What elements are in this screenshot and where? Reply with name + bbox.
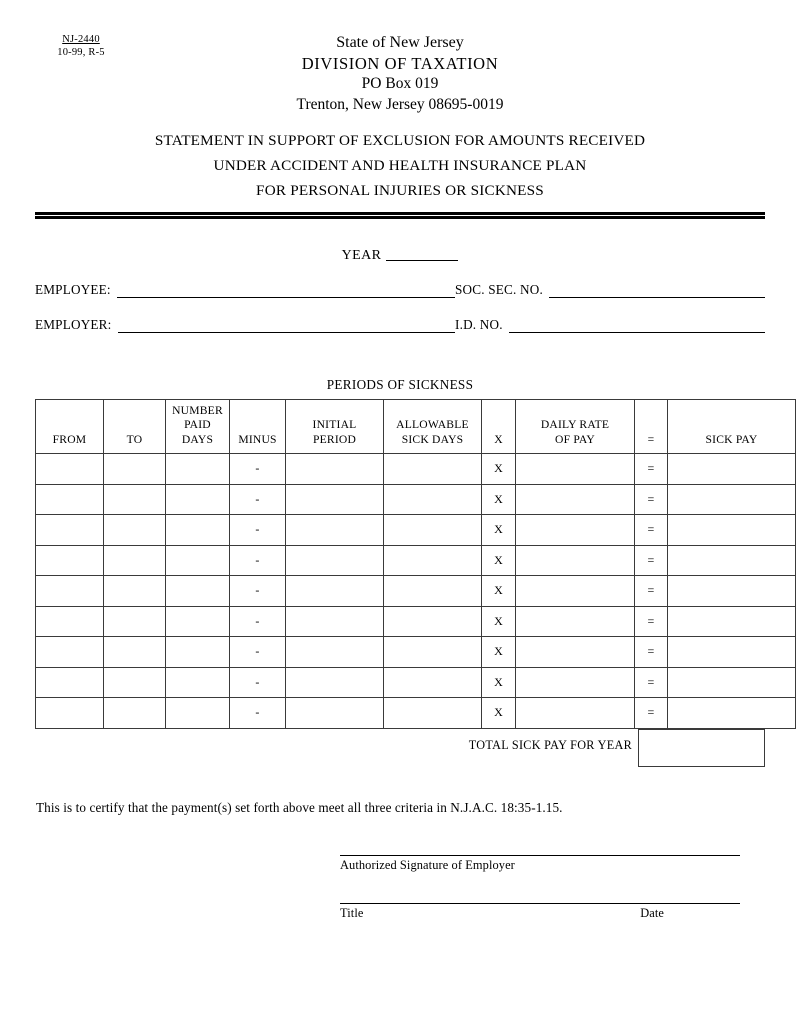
- cell-equals-operator: =: [635, 454, 668, 485]
- cell-initial-period[interactable]: [286, 698, 384, 729]
- employer-field: [35, 317, 455, 333]
- cell-number-paid-days[interactable]: [166, 606, 230, 637]
- identity-fields: [35, 282, 765, 352]
- column-header-allowable-sick-days: ALLOWABLE SICK DAYS: [384, 400, 482, 454]
- cell-sick-pay[interactable]: [668, 606, 796, 637]
- identity-row-1: [35, 282, 765, 298]
- cell-from[interactable]: [36, 576, 104, 607]
- page-title: [0, 128, 800, 203]
- table-row: [36, 637, 796, 668]
- cell-sick-pay[interactable]: [668, 667, 796, 698]
- cell-sick-pay[interactable]: [668, 545, 796, 576]
- cell-times-operator: X: [482, 606, 516, 637]
- total-sick-pay-input[interactable]: [638, 729, 765, 767]
- cell-minus-operator: -: [230, 698, 286, 729]
- cell-initial-period[interactable]: [286, 606, 384, 637]
- table-row: [36, 606, 796, 637]
- signature-spacer: [340, 873, 740, 903]
- cell-to[interactable]: [104, 698, 166, 729]
- year-input[interactable]: [386, 260, 458, 261]
- cell-initial-period[interactable]: [286, 515, 384, 546]
- column-header-initial-period: INITIAL PERIOD: [286, 400, 384, 454]
- cell-from[interactable]: [36, 698, 104, 729]
- column-header-number-paid-days: NUMBER PAID DAYS: [166, 400, 230, 454]
- cell-to[interactable]: [104, 576, 166, 607]
- cell-daily-rate-of-pay[interactable]: [516, 637, 635, 668]
- page-title-line-1: STATEMENT IN SUPPORT OF EXCLUSION FOR AMOUNTS RECEIVED: [154, 132, 646, 149]
- cell-equals-operator: =: [635, 698, 668, 729]
- year-label: YEAR: [341, 248, 382, 263]
- header-divider-rule: [35, 212, 765, 219]
- cell-to[interactable]: [104, 606, 166, 637]
- periods-of-sickness-table: [35, 399, 796, 729]
- cell-sick-pay[interactable]: [668, 484, 796, 515]
- column-header-minus: MINUS: [230, 400, 286, 454]
- cell-initial-period[interactable]: [286, 454, 384, 485]
- cell-to[interactable]: [104, 484, 166, 515]
- employee-input[interactable]: [117, 285, 455, 298]
- cell-from[interactable]: [36, 454, 104, 485]
- cell-times-operator: X: [482, 454, 516, 485]
- table-row: [36, 667, 796, 698]
- id-number-input[interactable]: [509, 320, 765, 333]
- cell-minus-operator: -: [230, 576, 286, 607]
- cell-minus-operator: -: [230, 484, 286, 515]
- table-row: [36, 484, 796, 515]
- agency-po-box: PO Box 019: [361, 75, 439, 92]
- cell-daily-rate-of-pay[interactable]: [516, 484, 635, 515]
- cell-to[interactable]: [104, 454, 166, 485]
- column-header-times: X: [482, 400, 516, 454]
- cell-number-paid-days[interactable]: [166, 484, 230, 515]
- agency-city-state-zip: Trenton, New Jersey 08695-0019: [296, 95, 504, 113]
- cell-sick-pay[interactable]: [668, 637, 796, 668]
- cell-equals-operator: =: [635, 484, 668, 515]
- cell-times-operator: X: [482, 545, 516, 576]
- cell-allowable-sick-days[interactable]: [384, 484, 482, 515]
- cell-equals-operator: =: [635, 545, 668, 576]
- certification-statement: This is to certify that the payment(s) set forth above meet all three criteria in N.J.A.C. 18:35-1.15.: [36, 800, 563, 815]
- title-date-labels: [340, 904, 740, 921]
- cell-from[interactable]: [36, 667, 104, 698]
- form-number-id: NJ-2440: [62, 34, 100, 45]
- table-body: [36, 454, 796, 729]
- page-title-line-3: FOR PERSONAL INJURIES OR SICKNESS: [256, 182, 544, 199]
- cell-times-operator: X: [482, 667, 516, 698]
- cell-daily-rate-of-pay[interactable]: [516, 545, 635, 576]
- divider-bar-bottom: [35, 216, 765, 219]
- table-row: [36, 454, 796, 485]
- table-row: [36, 576, 796, 607]
- cell-initial-period[interactable]: [286, 637, 384, 668]
- cell-to[interactable]: [104, 667, 166, 698]
- cell-from[interactable]: [36, 545, 104, 576]
- cell-allowable-sick-days[interactable]: [384, 576, 482, 607]
- cell-sick-pay[interactable]: [668, 454, 796, 485]
- table-row: [36, 698, 796, 729]
- cell-times-operator: X: [482, 484, 516, 515]
- total-sick-pay-row: [35, 729, 765, 767]
- cell-minus-operator: -: [230, 667, 286, 698]
- page-title-line-2: UNDER ACCIDENT AND HEALTH INSURANCE PLAN: [213, 157, 587, 174]
- signature-block: [340, 855, 740, 921]
- total-sick-pay-label: TOTAL SICK PAY FOR YEAR: [468, 738, 632, 752]
- column-header-from: FROM: [36, 400, 104, 454]
- cell-initial-period[interactable]: [286, 576, 384, 607]
- cell-minus-operator: -: [230, 637, 286, 668]
- employer-input[interactable]: [118, 320, 455, 333]
- cell-times-operator: X: [482, 637, 516, 668]
- cell-minus-operator: -: [230, 515, 286, 546]
- cell-number-paid-days[interactable]: [166, 637, 230, 668]
- cell-equals-operator: =: [635, 515, 668, 546]
- column-header-daily-rate-of-pay: DAILY RATE OF PAY: [516, 400, 635, 454]
- cell-daily-rate-of-pay[interactable]: [516, 454, 635, 485]
- column-header-equals: =: [635, 400, 668, 454]
- cell-allowable-sick-days[interactable]: [384, 545, 482, 576]
- cell-from[interactable]: [36, 606, 104, 637]
- ssn-label: SOC. SEC. NO.: [455, 282, 543, 297]
- identity-row-2: [35, 317, 765, 333]
- column-header-sick-pay: SICK PAY: [668, 400, 796, 454]
- table-header-row: [36, 400, 796, 454]
- employee-label: EMPLOYEE:: [35, 282, 111, 297]
- cell-allowable-sick-days[interactable]: [384, 637, 482, 668]
- cell-allowable-sick-days[interactable]: [384, 454, 482, 485]
- cell-initial-period[interactable]: [286, 667, 384, 698]
- cell-to[interactable]: [104, 515, 166, 546]
- cell-from[interactable]: [36, 515, 104, 546]
- cell-initial-period[interactable]: [286, 484, 384, 515]
- signature-label: Authorized Signature of Employer: [340, 858, 515, 872]
- cell-equals-operator: =: [635, 637, 668, 668]
- cell-minus-operator: -: [230, 454, 286, 485]
- cell-sick-pay[interactable]: [668, 515, 796, 546]
- cell-from[interactable]: [36, 637, 104, 668]
- cell-daily-rate-of-pay[interactable]: [516, 576, 635, 607]
- cell-initial-period[interactable]: [286, 545, 384, 576]
- cell-equals-operator: =: [635, 667, 668, 698]
- ssn-input[interactable]: [549, 285, 765, 298]
- cell-daily-rate-of-pay[interactable]: [516, 515, 635, 546]
- cell-minus-operator: -: [230, 606, 286, 637]
- cell-number-paid-days[interactable]: [166, 454, 230, 485]
- cell-number-paid-days[interactable]: [166, 576, 230, 607]
- column-header-to: TO: [104, 400, 166, 454]
- id-number-label: I.D. NO.: [455, 317, 503, 332]
- cell-number-paid-days[interactable]: [166, 698, 230, 729]
- ssn-field: [455, 282, 765, 298]
- cell-from[interactable]: [36, 484, 104, 515]
- cell-equals-operator: =: [635, 576, 668, 607]
- cell-to[interactable]: [104, 637, 166, 668]
- cell-sick-pay[interactable]: [668, 698, 796, 729]
- cell-times-operator: X: [482, 515, 516, 546]
- cell-times-operator: X: [482, 698, 516, 729]
- agency-state: State of New Jersey: [336, 34, 464, 51]
- cell-sick-pay[interactable]: [668, 576, 796, 607]
- cell-times-operator: X: [482, 576, 516, 607]
- date-label: Date: [640, 906, 664, 920]
- periods-of-sickness-table-wrap: [35, 399, 765, 729]
- agency-header: [0, 33, 800, 115]
- table-caption: PERIODS OF SICKNESS: [326, 377, 474, 392]
- cell-number-paid-days[interactable]: [166, 667, 230, 698]
- title-label: Title: [340, 906, 364, 920]
- employee-field: [35, 282, 455, 298]
- cell-number-paid-days[interactable]: [166, 545, 230, 576]
- cell-allowable-sick-days[interactable]: [384, 667, 482, 698]
- table-row: [36, 515, 796, 546]
- cell-to[interactable]: [104, 545, 166, 576]
- year-field: [0, 248, 800, 264]
- table-row: [36, 545, 796, 576]
- cell-allowable-sick-days[interactable]: [384, 606, 482, 637]
- cell-allowable-sick-days[interactable]: [384, 698, 482, 729]
- cell-equals-operator: =: [635, 606, 668, 637]
- cell-daily-rate-of-pay[interactable]: [516, 606, 635, 637]
- agency-division: DIVISION OF TAXATION: [301, 53, 499, 73]
- cell-minus-operator: -: [230, 545, 286, 576]
- cell-daily-rate-of-pay[interactable]: [516, 698, 635, 729]
- form-number-revision: 10-99, R-5: [57, 47, 105, 58]
- employer-label: EMPLOYER:: [35, 317, 112, 332]
- id-number-field: [455, 317, 765, 333]
- cell-number-paid-days[interactable]: [166, 515, 230, 546]
- cell-daily-rate-of-pay[interactable]: [516, 667, 635, 698]
- cell-allowable-sick-days[interactable]: [384, 515, 482, 546]
